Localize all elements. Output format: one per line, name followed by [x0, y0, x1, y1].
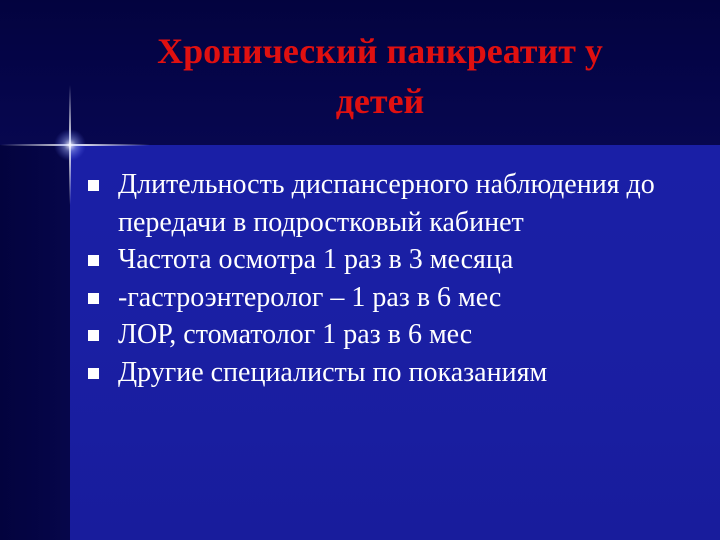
list-item — [83, 316, 703, 354]
title-line-2: детей — [335, 81, 425, 121]
list-item — [83, 166, 703, 241]
bullet-list — [83, 166, 703, 391]
square-bullet-icon — [88, 293, 99, 304]
title-line-1: Хронический панкреатит у — [157, 31, 603, 71]
left-band — [0, 145, 70, 540]
square-bullet-icon — [88, 255, 99, 266]
list-item — [83, 279, 703, 317]
bullet-text: Частота осмотра 1 раз в 3 месяца — [118, 244, 514, 275]
bullet-text: Длительность диспансерного наблюдения до передачи в подростковый кабинет — [118, 169, 655, 238]
bullet-text: -гастроэнтеролог – 1 раз в 6 мес — [118, 281, 502, 313]
square-bullet-icon — [88, 180, 99, 191]
square-bullet-icon — [88, 330, 99, 341]
square-bullet-icon — [88, 368, 99, 379]
bullet-text: ЛОР, стоматолог 1 раз в 6 мес — [118, 319, 473, 350]
page-title — [110, 26, 650, 126]
list-item — [83, 354, 703, 392]
list-item — [83, 241, 703, 279]
bullet-text: Другие специалисты по показаниям — [118, 356, 548, 388]
